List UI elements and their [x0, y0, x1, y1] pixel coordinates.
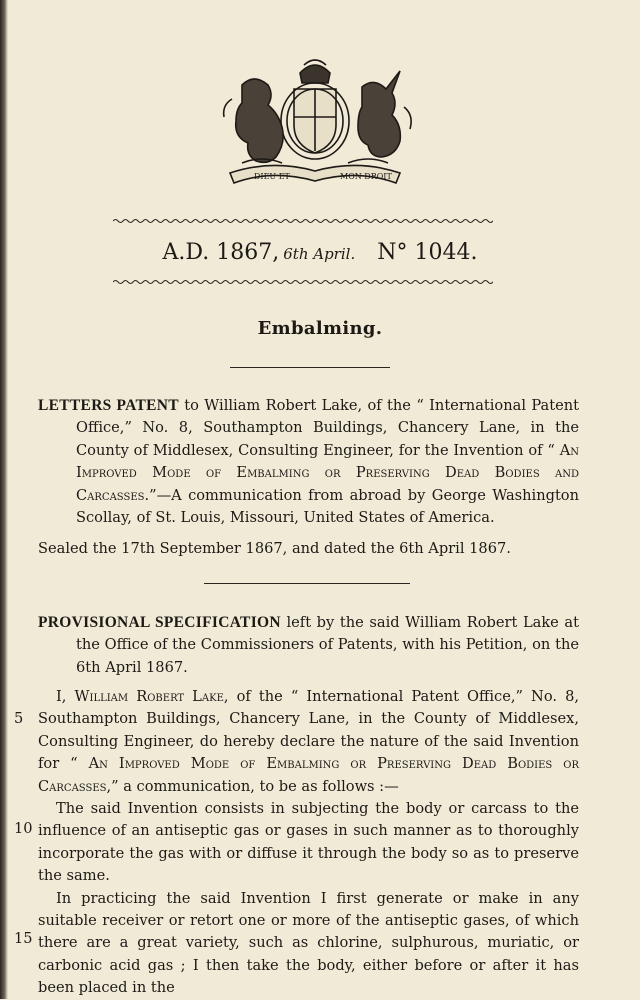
letters-patent-invention-title: An Improved Mode of Embalming or Preserving Dead Bodies and Carcasses.	[76, 441, 579, 504]
provisional-text: left by the said William Robert Lake at the Office of the Commissioners of Patents, with his Petition, on the 6th April 1867.	[76, 614, 579, 676]
letters-patent-text-2: ”—A communication from abroad by George Washington Scollay, of St. Louis, Missouri, United States of America.	[76, 486, 579, 527]
body-p1-name: William Robert Lake	[74, 688, 224, 705]
provisional-label: PROVISIONAL SPECIFICATION	[38, 614, 281, 631]
letters-patent-text-1: to William Robert Lake, of the “ International Patent Office,” No. 8, Southampton Buildings, Chancery Lane, in the County of Middlesex, Consulting Engineer, for the Invention of “	[76, 397, 579, 459]
royal-coat-of-arms-icon	[212, 55, 418, 189]
letters-patent-paragraph	[38, 395, 579, 529]
patent-number: N° 1044.	[377, 240, 478, 265]
patent-year: A.D. 1867,	[162, 240, 280, 265]
title-rule	[230, 367, 390, 368]
body-p1-invention: An Improved Mode of Embalming or Preserving Dead Bodies or Carcasses,	[38, 755, 580, 795]
page-binding-edge	[0, 0, 8, 999]
svg-text:MON DROIT: MON DROIT	[340, 172, 392, 181]
body-paragraph-2: The said Invention consists in subjecting the body or carcass to the influence of an antiseptic gas or gases in such manner as to thoroughly incorporate the gas with or diffuse it through the body so as to preserve the same.	[38, 800, 579, 885]
line-number-10: 10	[14, 820, 33, 837]
letters-patent-label: LETTERS PATENT	[38, 397, 179, 414]
provisional-paragraph	[38, 612, 579, 679]
patent-day: 6th April.	[283, 245, 356, 263]
document-title: Embalming.	[257, 318, 383, 339]
patent-date-line	[0, 240, 640, 265]
body-p1-text-1: , of the “ International Patent Office,” No. 8, Southampton Buildings, Chancery Lane, in the County of Middlesex, Consulting Engineer, do hereby declare the nature of the said Invention for “	[38, 688, 580, 773]
specification-body	[38, 686, 579, 1000]
sealed-line: Sealed the 17th September 1867, and dated the 6th April 1867.	[38, 540, 511, 557]
body-p1-text-2: ” a communication, to be as follows :—	[111, 777, 399, 795]
section-divider-rule	[204, 583, 410, 584]
provisional-section	[38, 612, 579, 679]
body-paragraph-3: In practicing the said Invention I first generate or make in any suitable receiver or retort one or more of the antiseptic gases, of which there are a great variety, such as chlorine, sulphurous, muriatic, or carbonic acid gas ; I then take the body, either before or after it has been placed in the	[38, 889, 579, 997]
line-number-5: 5	[14, 710, 24, 727]
body-p1-pre: I,	[56, 688, 75, 705]
body-paragraph-1	[38, 686, 579, 798]
ornamental-wavy-rule	[113, 217, 493, 225]
ornamental-wavy-rule-lower	[113, 278, 493, 286]
line-number-15: 15	[14, 930, 33, 947]
letters-patent-section	[38, 395, 579, 529]
svg-text:DIEU ET: DIEU ET	[254, 172, 290, 181]
